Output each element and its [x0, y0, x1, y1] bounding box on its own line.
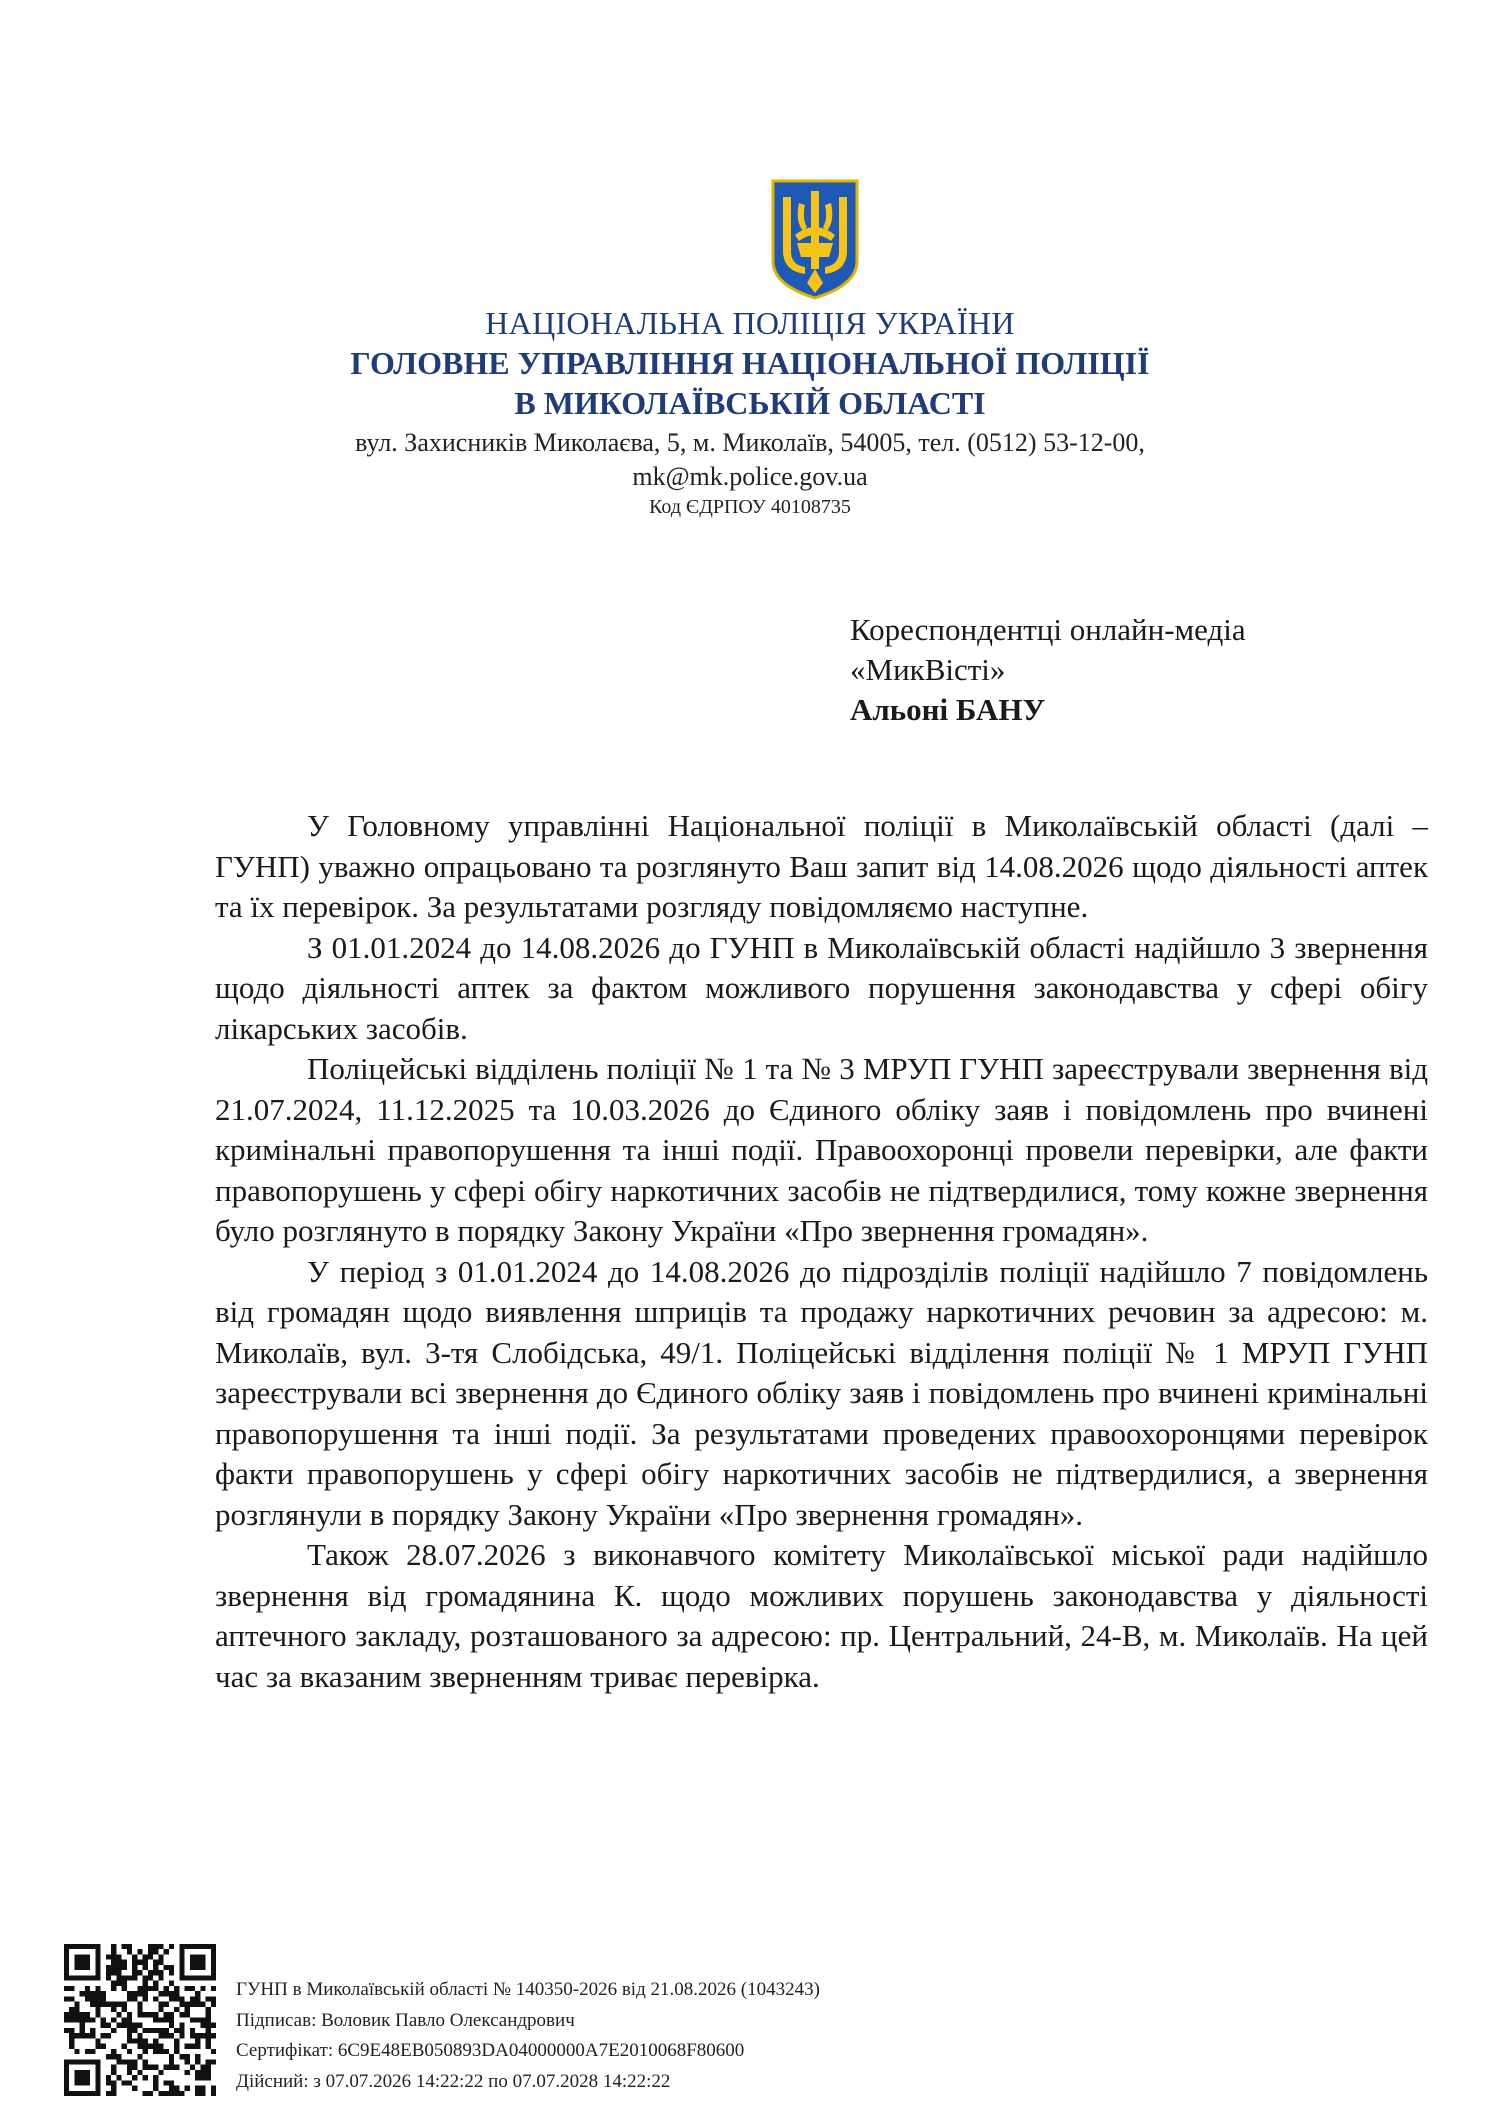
agency-name-main: ГОЛОВНЕ УПРАВЛІННЯ НАЦІОНАЛЬНОЇ ПОЛІЦІЇ: [350, 345, 1150, 381]
recipient-block: [850, 610, 1410, 730]
body-paragraph: З 01.01.2024 до 14.08.2026 до ГУНП в Миколаївській області надійшло 3 звернення щодо діяльності аптек за фактом можливого порушення законодавства у сфері обігу лікарських засобів.: [215, 929, 1428, 1046]
body-paragraph: У Головному управлінні Національної поліції в Миколаївській області (далі – ГУНП) уважно опрацьовано та розглянуто Ваш запит від 14.08.2026 щодо діяльності аптек та їх перевірок. За результатами розгляду повідомляємо наступне.: [215, 808, 1428, 924]
recipient-title: Кореспондентці онлайн-медіа: [850, 612, 1246, 647]
body-paragraph: У період з 01.01.2024 до 14.08.2026 до підрозділів поліції надійшло 7 повідомлень від громадян щодо виявлення шприців та продажу наркотичних речовин за адресою: м. Миколаїв, вул. 3-тя Слобідська, 49/1. Поліцейські відділення поліції № 1 МРУП ГУНП зареєстрували всі звернення до Єдиного обліку заяв і повідомлень про вчинені кримінальні правопорушення та інші події. За результатами проведених правоохоронцями перевірок факти правопорушень у сфері обігу наркотичних засобів не підтвердилися, а звернення розглянули в порядку Закону України «Про звернення громадян».: [215, 1253, 1428, 1532]
recipient-media: «МикВісті»: [850, 652, 1006, 687]
letter-body: [215, 806, 1428, 1697]
agency-name-national: НАЦІОНАЛЬНА ПОЛІЦІЯ УКРАЇНИ: [485, 305, 1015, 341]
agency-address: вул. Захисників Миколаєва, 5, м. Миколаїв, 54005, тел. (0512) 53-12-00,: [355, 428, 1145, 457]
certificate-validity: Дійсний: з 07.07.2026 14:22:22 по 07.07.2028 14:22:22: [236, 2070, 671, 2092]
recipient-name: Альоні БАНУ: [850, 692, 1046, 727]
agency-email: mk@mk.police.gov.ua: [632, 462, 868, 491]
document-registration: ГУНП в Миколаївській області № 140350-2026 від 21.08.2026 (1043243): [236, 1979, 820, 2000]
body-paragraph: Також 28.07.2026 з виконавчого комітету Миколаївської міської ради надійшло звернення від громадянина К. щодо можливих порушень законодавства у діяльності аптечного закладу, розташованого за адресою: пр. Центральний, 24-В, м. Миколаїв. На цей час за вказаним зверненням триває перевірка.: [215, 1537, 1428, 1694]
certificate-id: Сертифікат: 6C9E48EB050893DA04000000A7E2010068F80600: [236, 2040, 745, 2061]
digital-signature-block: [236, 1975, 820, 2097]
agency-edrpou-code: Код ЄДРПОУ 40108735: [649, 496, 851, 518]
body-paragraph: Поліцейські відділень поліції № 1 та № 3 МРУП ГУНП зареєстрували звернення від 21.07.2024, 11.12.2025 та 10.03.2026 до Єдиного обліку заяв і повідомлень про вчинені кримінальні правопорушення та інші події. Правоохоронці провели перевірки, але факти правопорушень у сфері обігу наркотичних засобів не підтвердилися, тому кожне звернення було розглянуто в порядку Закону України «Про звернення громадян».: [215, 1051, 1428, 1248]
signed-by: Підписав: Воловик Павло Олександрович: [236, 2009, 575, 2031]
ukraine-trident-emblem-icon: [769, 177, 861, 302]
agency-name-region: В МИКОЛАЇВСЬКІЙ ОБЛАСТІ: [514, 385, 986, 421]
qr-code-icon: [64, 1944, 216, 2096]
